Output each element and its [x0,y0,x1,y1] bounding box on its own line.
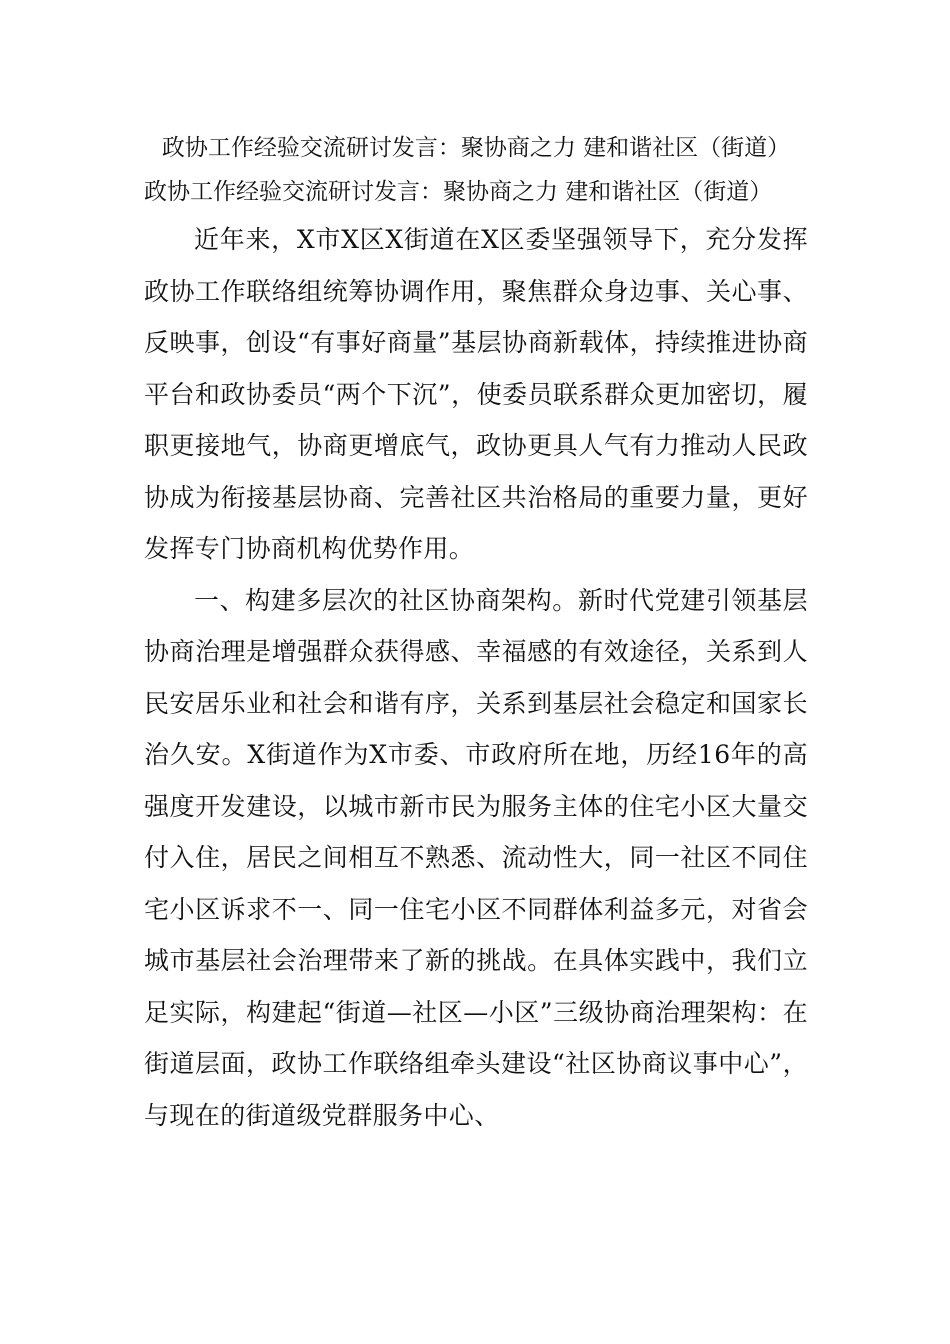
paragraph-section-one: 一、构建多层次的社区协商架构。新时代党建引领基层协商治理是增强群众获得感、幸福感的有效途径，关系到人民安居乐业和社会和谐有序，关系到基层社会稳定和国家长治久安。X街道作为X市委、市政府所在地，历经16年的高强度开发建设，以城市新市民为服务主体的住宅小区大量交付入住，居民之间相互不熟悉、流动性大，同一社区不同住宅小区诉求不一、同一住宅小区不同群体利益多元，对省会城市基层社会治理带来了新的挑战。在具体实践中，我们立足实际，构建起“街道—社区—小区”三级协商治理架构：在街道层面，政协工作联络组牵头建设“社区协商议事中心”，与现在的街道级党群服务中心、 [144,585,808,1130]
paragraph-intro: 近年来，X市X区X街道在X区委坚强领导下，充分发挥政协工作联络组统筹协调作用，聚焦群众身边事、关心事、反映事，创设“有事好商量”基层协商新载体，持续推进协商平台和政协委员“两个下沉”，使委员联系群众更加密切，履职更接地气，协商更增底气，政协更具人气有力推动人民政协成为衔接基层协商、完善社区共治格局的重要力量，更好发挥专门协商机构优势作用。 [144,225,808,563]
document-title: 政协工作经验交流研讨发言：聚协商之力 建和谐社区（街道） [161,135,791,161]
document-body [144,126,808,1141]
document-subtitle: 政协工作经验交流研讨发言：聚协商之力 建和谐社区（街道） [144,179,773,205]
